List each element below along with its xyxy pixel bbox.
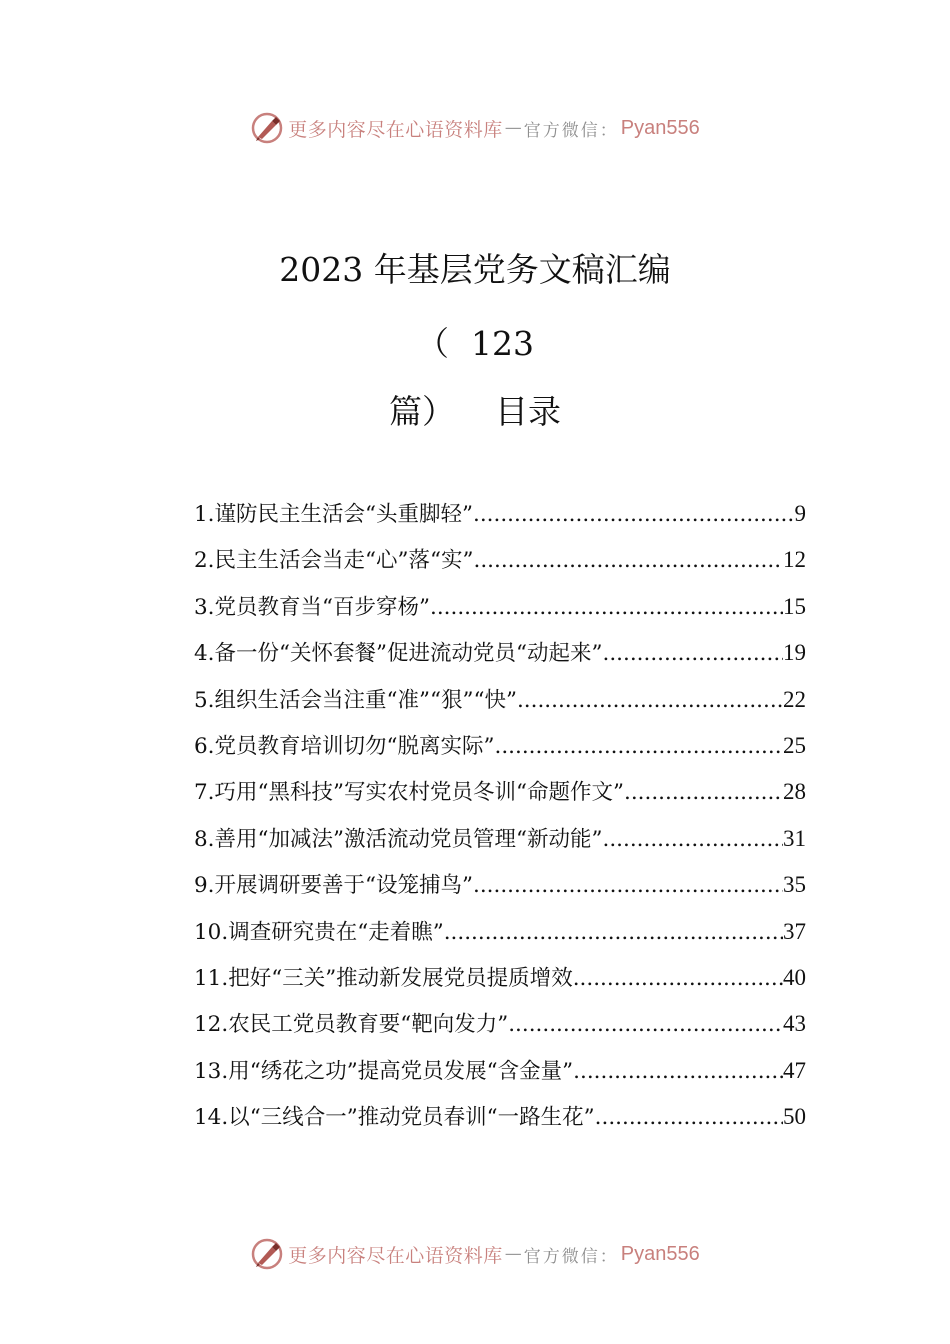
toc-entry-leader-dots bbox=[595, 1095, 783, 1141]
toc-entry[interactable] bbox=[194, 723, 806, 769]
toc-entry-leader-dots bbox=[517, 678, 783, 724]
toc-entry-number: 13. bbox=[194, 1058, 229, 1084]
watermark-separator: — bbox=[504, 1244, 522, 1264]
toc-entry-title: 党员教育当“百步穿杨” bbox=[214, 594, 430, 620]
toc-entry-number: 12. bbox=[194, 1012, 229, 1038]
toc-entry-page: 50 bbox=[783, 1104, 806, 1130]
toc-entry-title: 组织生活会当注重“准”“狠”“快” bbox=[214, 687, 517, 713]
watermark-wechat-id: Pyan556 bbox=[620, 1242, 700, 1265]
toc-entry-title: 善用“加减法”激活流动党员管理“新动能” bbox=[214, 826, 603, 852]
toc-entry-page: 35 bbox=[783, 872, 806, 898]
toc-entry-number: 1. bbox=[194, 502, 215, 527]
toc-entry-title: 备一份“关怀套餐”促进流动党员“动起来” bbox=[214, 641, 603, 667]
document-title-count-line bbox=[0, 318, 950, 365]
toc-entry[interactable] bbox=[194, 955, 806, 1001]
title-article-count: 123 bbox=[471, 324, 534, 363]
toc-entry-leader-dots bbox=[508, 1002, 783, 1048]
toc-entry[interactable] bbox=[194, 1094, 806, 1140]
toc-entry-title: 用“绣花之功”提高党员发展“含金量” bbox=[228, 1058, 574, 1084]
title-toc-label: 目录 bbox=[495, 392, 561, 431]
watermark-label: 官方微信： bbox=[523, 1246, 619, 1267]
document-title: 2023 年基层党务文稿汇编 bbox=[279, 250, 671, 289]
toc-entry-number: 2. bbox=[194, 548, 215, 574]
table-of-contents bbox=[194, 491, 806, 1140]
title-article-word: 篇） bbox=[389, 392, 455, 431]
toc-entry-page: 9 bbox=[794, 501, 806, 526]
toc-entry-leader-dots bbox=[444, 910, 783, 956]
toc-entry-leader-dots bbox=[430, 585, 783, 631]
toc-entry-page: 43 bbox=[783, 1011, 806, 1037]
toc-entry-page: 19 bbox=[783, 640, 806, 666]
watermark-banner-bottom bbox=[0, 1234, 950, 1274]
toc-entry-number: 8. bbox=[194, 826, 215, 852]
toc-entry-page: 22 bbox=[783, 686, 806, 712]
toc-entry-number: 3. bbox=[194, 594, 215, 620]
toc-entry[interactable] bbox=[194, 909, 806, 955]
toc-entry-title: 民主生活会当走“心”落“实” bbox=[214, 548, 474, 574]
toc-entry-page: 25 bbox=[783, 732, 806, 758]
document-title-toc-line bbox=[0, 386, 950, 433]
toc-entry-title: 农民工党员教育要“靶向发力” bbox=[228, 1012, 509, 1038]
watermark-separator: — bbox=[504, 118, 522, 138]
toc-entry[interactable] bbox=[194, 584, 806, 630]
toc-entry-number: 10. bbox=[194, 919, 229, 945]
toc-entry-title: 调查研究贵在“走着瞧” bbox=[228, 919, 444, 945]
toc-entry-page: 15 bbox=[783, 593, 806, 619]
toc-entry[interactable] bbox=[194, 769, 806, 815]
title-open-paren: （ bbox=[416, 324, 449, 363]
toc-entry-number: 11. bbox=[194, 965, 229, 991]
toc-entry-title: 党员教育培训切勿“脱离实际” bbox=[214, 733, 495, 759]
toc-entry-leader-dots bbox=[602, 817, 783, 863]
toc-entry[interactable] bbox=[194, 537, 806, 583]
toc-entry-title: 以“三线合一”推动党员春训“一路生花” bbox=[228, 1105, 595, 1131]
toc-entry-number: 9. bbox=[194, 873, 215, 899]
toc-entry-page: 47 bbox=[783, 1057, 806, 1083]
toc-entry-page: 40 bbox=[783, 964, 806, 990]
watermark-main-text: 更多内容尽在心语资料库 bbox=[288, 1244, 503, 1267]
watermark-banner-top bbox=[0, 108, 950, 148]
toc-entry-title: 把好“三关”推动新发展党员提质增效 bbox=[228, 965, 573, 991]
toc-entry-leader-dots bbox=[573, 956, 783, 1002]
toc-entry[interactable] bbox=[194, 862, 806, 908]
watermark-label: 官方微信： bbox=[523, 120, 619, 141]
toc-entry-page: 31 bbox=[783, 825, 806, 851]
toc-entry-title: 巧用“黑科技”写实农村党员冬训“命题作文” bbox=[214, 780, 624, 806]
toc-entry-number: 6. bbox=[194, 733, 215, 759]
toc-entry-number: 5. bbox=[194, 687, 215, 713]
toc-entry[interactable] bbox=[194, 816, 806, 862]
toc-entry-page: 12 bbox=[783, 547, 806, 573]
toc-entry[interactable] bbox=[194, 491, 806, 537]
toc-entry-page: 37 bbox=[783, 918, 806, 944]
toc-entry-leader-dots bbox=[495, 724, 784, 770]
pen-nib-logo-icon bbox=[250, 1237, 284, 1271]
toc-entry-leader-dots bbox=[473, 538, 783, 584]
watermark-main-text: 更多内容尽在心语资料库 bbox=[288, 118, 503, 141]
toc-entry-number: 7. bbox=[194, 780, 215, 806]
toc-entry-page: 28 bbox=[783, 779, 806, 805]
pen-nib-logo-icon bbox=[250, 111, 284, 145]
toc-entry-title: 谨防民主生活会“头重脚轻” bbox=[214, 502, 473, 527]
toc-entry[interactable] bbox=[194, 1048, 806, 1094]
toc-entry-number: 14. bbox=[194, 1105, 229, 1131]
toc-entry-title: 开展调研要善于“设笼捕鸟” bbox=[214, 873, 473, 899]
toc-entry-leader-dots bbox=[473, 863, 783, 909]
toc-entry-number: 4. bbox=[194, 641, 215, 667]
toc-entry-leader-dots bbox=[602, 631, 783, 677]
toc-entry[interactable] bbox=[194, 630, 806, 676]
toc-entry[interactable] bbox=[194, 1001, 806, 1047]
toc-entry-leader-dots bbox=[624, 770, 783, 816]
toc-entry-leader-dots bbox=[473, 492, 795, 538]
watermark-wechat-id: Pyan556 bbox=[620, 116, 700, 139]
toc-entry-leader-dots bbox=[573, 1049, 783, 1095]
toc-entry[interactable] bbox=[194, 677, 806, 723]
